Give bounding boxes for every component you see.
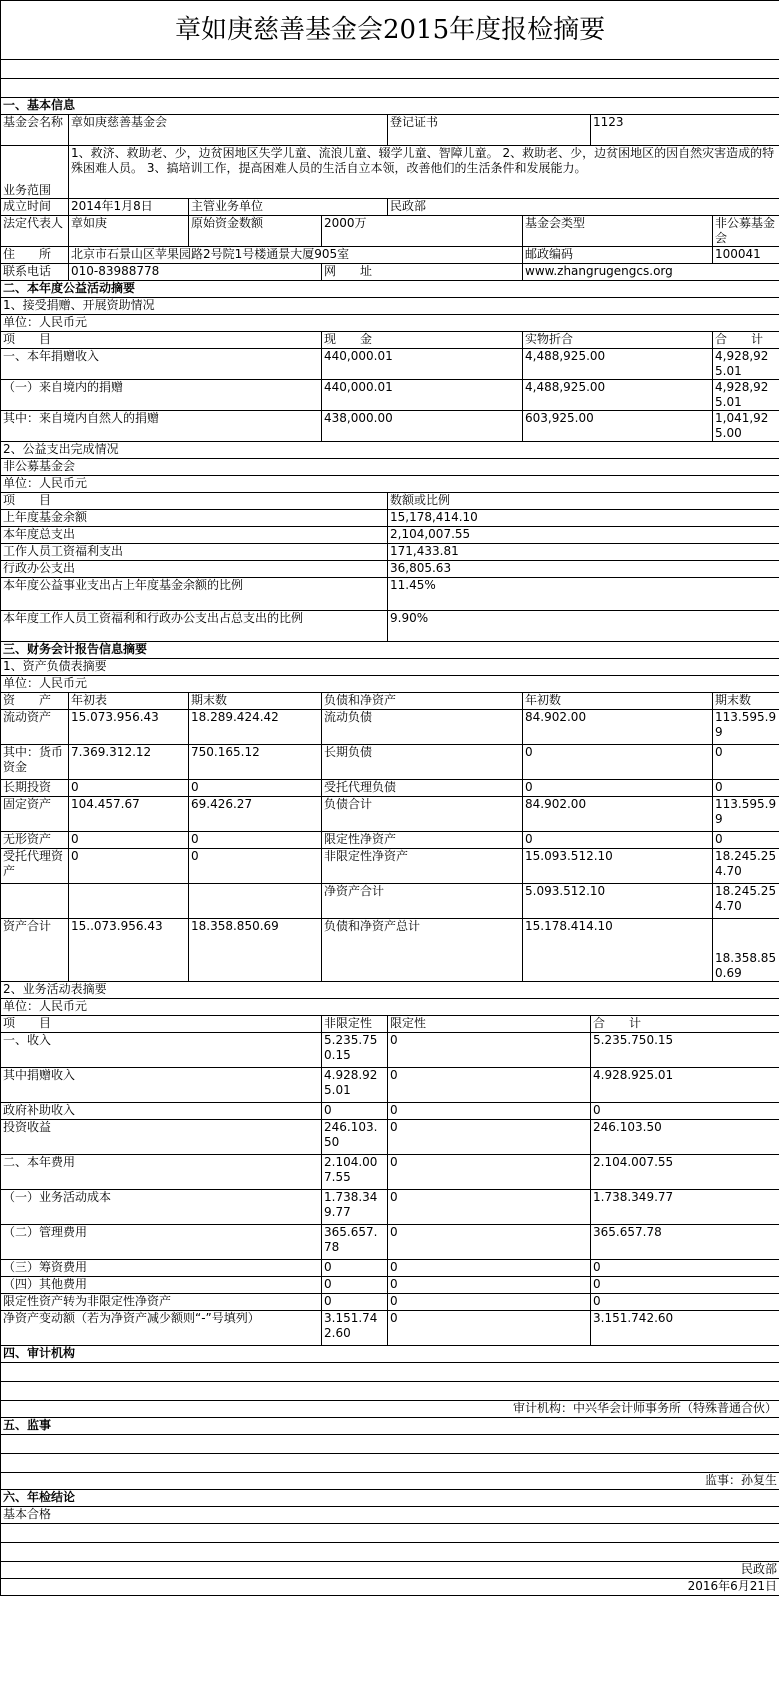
col-header: 项 目: [1, 332, 322, 349]
cell: 0: [591, 1277, 779, 1294]
cell: 0: [388, 1190, 591, 1225]
cell: [189, 884, 322, 919]
cell: 84.902.00: [523, 710, 713, 745]
address: 北京市石景山区苹果园路2号院1号楼通景大厦905室: [69, 247, 523, 264]
cell: 0: [523, 832, 713, 849]
table-row: [1, 1225, 779, 1260]
cell: 5.235.750.15: [591, 1033, 779, 1068]
activity-subtitle: 2、业务活动表摘要: [1, 982, 779, 999]
foundation-name: 章如庚慈善基金会: [69, 115, 388, 146]
cert-label: 登记证书: [388, 115, 591, 146]
phone: 010-83988778: [69, 264, 322, 281]
col-header: 项 目: [1, 493, 388, 510]
cell: 18.358.850.69: [189, 919, 322, 982]
initial-fund: 2000万: [322, 216, 523, 247]
cell: 4,488,925.00: [523, 380, 713, 411]
cell: 政府补助收入: [1, 1103, 322, 1120]
spacer-row: [1, 1543, 779, 1562]
cell: 84.902.00: [523, 797, 713, 832]
unit-label: 单位：人民币元: [1, 476, 779, 493]
cell: 0: [388, 1120, 591, 1155]
spacer-row: [1, 60, 779, 79]
cell: 0: [388, 1103, 591, 1120]
cell: 本年度工作人员工资福利和行政办公支出占总支出的比例: [1, 611, 388, 642]
table-row: [1, 1294, 779, 1311]
zip-code: 100041: [713, 247, 779, 264]
auditor: 审计机构：中兴华会计师事务所（特殊普通合伙）: [1, 1401, 779, 1418]
col-header: 实物折合: [523, 332, 713, 349]
cell: （一）业务活动成本: [1, 1190, 322, 1225]
cell: 净资产合计: [322, 884, 523, 919]
cell: 104.457.67: [69, 797, 189, 832]
expense-subtitle: 2、公益支出完成情况: [1, 442, 779, 459]
cell: 0: [523, 780, 713, 797]
founded-date: 2014年1月8日: [69, 199, 189, 216]
cell: 流动负债: [322, 710, 523, 745]
cell: 负债和净资产总计: [322, 919, 523, 982]
spacer-row: [1, 1454, 779, 1473]
cell: 7.369.312.12: [69, 745, 189, 780]
cell: 3.151.742.60: [591, 1311, 779, 1346]
cell: 0: [322, 1277, 388, 1294]
col-header: 现 金: [322, 332, 523, 349]
cell: 1.738.349.77: [322, 1190, 388, 1225]
cell: 0: [388, 1294, 591, 1311]
table-row: [1, 849, 779, 884]
cell: 440,000.01: [322, 349, 523, 380]
cell: 113.595.99: [713, 710, 779, 745]
cell: 其中：货币资金: [1, 745, 69, 780]
spacer-row: [1, 1435, 779, 1454]
cell: 15.073.956.43: [69, 710, 189, 745]
balance-subtitle: 1、资产负债表摘要: [1, 659, 779, 676]
cell: 0: [591, 1103, 779, 1120]
section-conclusion: 六、年检结论: [1, 1490, 779, 1507]
cell: 18.289.424.42: [189, 710, 322, 745]
cell: 投资收益: [1, 1120, 322, 1155]
name-label: 基金会名称: [1, 115, 69, 146]
founded-label: 成立时间: [1, 199, 69, 216]
donation-subtitle: 1、接受捐赠、开展资助情况: [1, 298, 779, 315]
unit-label: 单位：人民币元: [1, 315, 779, 332]
col-header: 合 计: [713, 332, 779, 349]
cell: 0: [713, 832, 779, 849]
cell: 0: [388, 1260, 591, 1277]
cell: 0: [189, 849, 322, 884]
cell: 二、本年费用: [1, 1155, 322, 1190]
table-row: [1, 710, 779, 745]
cell: 2,104,007.55: [388, 527, 779, 544]
cell: [1, 884, 69, 919]
cell: 440,000.01: [322, 380, 523, 411]
table-row: [1, 380, 779, 411]
table-row: [1, 1311, 779, 1346]
section-basic-info: 一、基本信息: [1, 98, 779, 115]
cell: 15..073.956.43: [69, 919, 189, 982]
zip-label: 邮政编码: [523, 247, 713, 264]
cell: 长期负债: [322, 745, 523, 780]
cell: 一、收入: [1, 1033, 322, 1068]
supervisor-name: 监事：孙复生: [1, 1473, 779, 1490]
table-row: [1, 1068, 779, 1103]
cell: 受托代理资产: [1, 849, 69, 884]
unit-label: 单位：人民币元: [1, 999, 779, 1016]
cell: （三）筹资费用: [1, 1260, 322, 1277]
cell: 0: [388, 1068, 591, 1103]
cell: 4,928,925.01: [713, 380, 779, 411]
cell: 资产合计: [1, 919, 69, 982]
cell: 净资产变动额（若为净资产减少额则“-”号填列）: [1, 1311, 322, 1346]
cell: 365.657.78: [322, 1225, 388, 1260]
cell: 113.595.99: [713, 797, 779, 832]
cell: 限定性资产转为非限定性净资产: [1, 1294, 322, 1311]
cell: 246.103.50: [322, 1120, 388, 1155]
cell: 受托代理负债: [322, 780, 523, 797]
issue-date: 2016年6月21日: [1, 1579, 779, 1596]
cell: 15.178.414.10: [523, 919, 713, 982]
cell: 1.738.349.77: [591, 1190, 779, 1225]
cell: 0: [713, 745, 779, 780]
cell: 438,000.00: [322, 411, 523, 442]
col-header: 负债和净资产: [322, 693, 523, 710]
section-supervisor: 五、监事: [1, 1418, 779, 1435]
cell: 4,488,925.00: [523, 349, 713, 380]
table-row: [1, 1190, 779, 1225]
cell: 69.426.27: [189, 797, 322, 832]
cell: 0: [523, 745, 713, 780]
table-row: [1, 745, 779, 780]
table-row: [1, 1260, 779, 1277]
cell: 15.093.512.10: [523, 849, 713, 884]
table-row: [1, 411, 779, 442]
section-activities: 二、本年度公益活动摘要: [1, 281, 779, 298]
col-header: 数额或比例: [388, 493, 779, 510]
section-audit: 四、审计机构: [1, 1346, 779, 1363]
cell: 0: [69, 780, 189, 797]
cell: 固定资产: [1, 797, 69, 832]
page-title: 章如庚慈善基金会2015年度报检摘要: [1, 1, 779, 60]
cell: 0: [591, 1260, 779, 1277]
cell: 0: [388, 1033, 591, 1068]
spacer-row: [1, 1382, 779, 1401]
cell: 上年度基金余额: [1, 510, 388, 527]
cell: 2.104.007.55: [591, 1155, 779, 1190]
cell: 11.45%: [388, 578, 779, 611]
cell: 工作人员工资福利支出: [1, 544, 388, 561]
phone-label: 联系电话: [1, 264, 69, 281]
cell: 0: [69, 849, 189, 884]
unit-label: 单位：人民币元: [1, 676, 779, 693]
supervisor-unit: 民政部: [388, 199, 779, 216]
cell: 0: [189, 780, 322, 797]
cell: 171,433.81: [388, 544, 779, 561]
cell: 流动资产: [1, 710, 69, 745]
cell: 36,805.63: [388, 561, 779, 578]
website-label: 网 址: [322, 264, 523, 281]
table-row: [1, 797, 779, 832]
col-header: 合 计: [591, 1016, 779, 1033]
cell: 本年度公益事业支出占上年度基金余额的比例: [1, 578, 388, 611]
col-header: 项 目: [1, 1016, 322, 1033]
cell: （二）管理费用: [1, 1225, 322, 1260]
table-row: [1, 919, 779, 982]
table-row: [1, 780, 779, 797]
table-row: [1, 561, 779, 578]
table-row: [1, 611, 779, 642]
cell: 5.093.512.10: [523, 884, 713, 919]
cell: 非限定性净资产: [322, 849, 523, 884]
spacer-row: [1, 79, 779, 98]
section-finance: 三、财务会计报告信息摘要: [1, 642, 779, 659]
legal-rep: 章如庚: [69, 216, 189, 247]
business-scope: 1、救济、救助老、少，边贫困地区失学儿童、流浪儿童、辍学儿童、智障儿童。 2、救助老、少，边贫困地区的因自然灾害造成的特殊困难人员。 3、搞培训工作，提高困难人员的生活自立本领，改善他们的生活条件和发展能力。: [69, 146, 779, 199]
cell: 0: [713, 780, 779, 797]
cell: 0: [322, 1260, 388, 1277]
spacer-row: [1, 1363, 779, 1382]
col-header: 非限定性: [322, 1016, 388, 1033]
col-header: 年初表: [69, 693, 189, 710]
cell: 15,178,414.10: [388, 510, 779, 527]
cell: 0: [388, 1225, 591, 1260]
cell: 其中：来自境内自然人的捐赠: [1, 411, 322, 442]
col-header: 限定性: [388, 1016, 591, 1033]
cell: 其中捐赠收入: [1, 1068, 322, 1103]
cell: （一）来自境内的捐赠: [1, 380, 322, 411]
cell: 246.103.50: [591, 1120, 779, 1155]
cell: 18.245.254.70: [713, 884, 779, 919]
type-label: 基金会类型: [523, 216, 713, 247]
cell: 本年度总支出: [1, 527, 388, 544]
cell: 3.151.742.60: [322, 1311, 388, 1346]
table-row: [1, 578, 779, 611]
cell: 1,041,925.00: [713, 411, 779, 442]
cell: 无形资产: [1, 832, 69, 849]
table-row: [1, 1155, 779, 1190]
cell: 0: [69, 832, 189, 849]
table-row: [1, 349, 779, 380]
col-header: 资 产: [1, 693, 69, 710]
cell: 18.358.850.69: [713, 919, 779, 982]
cell: 0: [591, 1294, 779, 1311]
cell: 行政办公支出: [1, 561, 388, 578]
cell: 4.928.925.01: [322, 1068, 388, 1103]
scope-label: 业务范围: [1, 146, 69, 199]
cell: 9.90%: [388, 611, 779, 642]
table-row: [1, 832, 779, 849]
table-row: [1, 1033, 779, 1068]
col-header: 年初数: [523, 693, 713, 710]
rep-label: 法定代表人: [1, 216, 69, 247]
cell: 2.104.007.55: [322, 1155, 388, 1190]
cell: 长期投资: [1, 780, 69, 797]
table-row: [1, 884, 779, 919]
table-row: [1, 1277, 779, 1294]
cell: 603,925.00: [523, 411, 713, 442]
table-row: [1, 510, 779, 527]
cell: 0: [388, 1277, 591, 1294]
cell: 0: [322, 1294, 388, 1311]
cell: （四）其他费用: [1, 1277, 322, 1294]
cell: 0: [322, 1103, 388, 1120]
address-label: 住 所: [1, 247, 69, 264]
cell: 750.165.12: [189, 745, 322, 780]
col-header: 期末数: [713, 693, 779, 710]
cell: 一、本年捐赠收入: [1, 349, 322, 380]
cell: 0: [388, 1311, 591, 1346]
table-row: [1, 544, 779, 561]
cell: 5.235.750.15: [322, 1033, 388, 1068]
fund-label: 原始资金数额: [189, 216, 322, 247]
spacer-row: [1, 1524, 779, 1543]
cell: 限定性净资产: [322, 832, 523, 849]
cell: 负债合计: [322, 797, 523, 832]
supervisor-unit-label: 主管业务单位: [189, 199, 388, 216]
issuing-org: 民政部: [1, 1562, 779, 1579]
cell: 18.245.254.70: [713, 849, 779, 884]
fund-type-note: 非公募基金会: [1, 459, 779, 476]
cert-number: 1123: [591, 115, 779, 146]
website: www.zhangrugengcs.org: [523, 264, 779, 281]
cell: 0: [189, 832, 322, 849]
col-header: 期末数: [189, 693, 322, 710]
foundation-type: 非公募基金会: [713, 216, 779, 247]
cell: 365.657.78: [591, 1225, 779, 1260]
cell: 4,928,925.01: [713, 349, 779, 380]
cell: 4.928.925.01: [591, 1068, 779, 1103]
cell: 0: [388, 1155, 591, 1190]
table-row: [1, 1103, 779, 1120]
table-row: [1, 527, 779, 544]
cell: [69, 884, 189, 919]
conclusion: 基本合格: [1, 1507, 779, 1524]
table-row: [1, 1120, 779, 1155]
